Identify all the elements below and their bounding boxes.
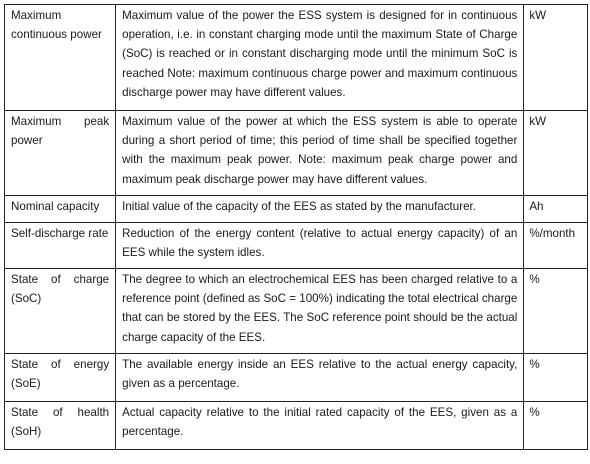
unit-cell: % (524, 402, 588, 450)
term-cell: State of charge (SoC) (5, 269, 116, 354)
unit-cell: % (524, 269, 588, 354)
term-cell: Nominal capacity (5, 196, 116, 223)
term-cell: Maximum continuous power (5, 5, 116, 111)
unit-cell: %/month (524, 223, 588, 269)
unit-cell: kW (524, 111, 588, 196)
table-row (5, 269, 588, 354)
term-cell: State of health (SoH) (5, 402, 116, 450)
term-cell: Maximum peak power (5, 111, 116, 196)
table-row (5, 402, 588, 450)
definitions-table (4, 4, 588, 450)
description-cell: The degree to which an electrochemical EES has been charged relative to a reference point (defined as SoC = 100%) indicating the total electrical charge that can be stored by the EES. The SoC reference point should be the actual charge capacity of the EES. (116, 269, 524, 354)
description-cell: The available energy inside an EES relative to the actual energy capacity, given as a percentage. (116, 354, 524, 402)
description-cell: Initial value of the capacity of the EES as stated by the manufacturer. (116, 196, 524, 223)
table-row (5, 5, 588, 111)
unit-cell: Ah (524, 196, 588, 223)
table-row (5, 196, 588, 223)
description-cell: Maximum value of the power the ESS system is designed for in continuous operation, i.e. in constant charging mode until the maximum State of Charge (SoC) is reached or in constant discharging mode until the minimum SoC is reached Note: maximum continuous charge power and maximum continuous discharge power may have different values. (116, 5, 524, 111)
term-cell: State of energy (SoE) (5, 354, 116, 402)
table-row (5, 111, 588, 196)
unit-cell: kW (524, 5, 588, 111)
description-cell: Maximum value of the power at which the ESS system is able to operate during a short period of time; this period of time shall be specified together with the maximum peak power. Note: maximum peak charge power and maximum peak discharge power may have different values. (116, 111, 524, 196)
description-cell: Actual capacity relative to the initial rated capacity of the EES, given as a percentage. (116, 402, 524, 450)
table-row (5, 223, 588, 269)
table-row (5, 354, 588, 402)
term-cell: Self-discharge rate (5, 223, 116, 269)
unit-cell: % (524, 354, 588, 402)
description-cell: Reduction of the energy content (relative to actual energy capacity) of an EES while the system idles. (116, 223, 524, 269)
